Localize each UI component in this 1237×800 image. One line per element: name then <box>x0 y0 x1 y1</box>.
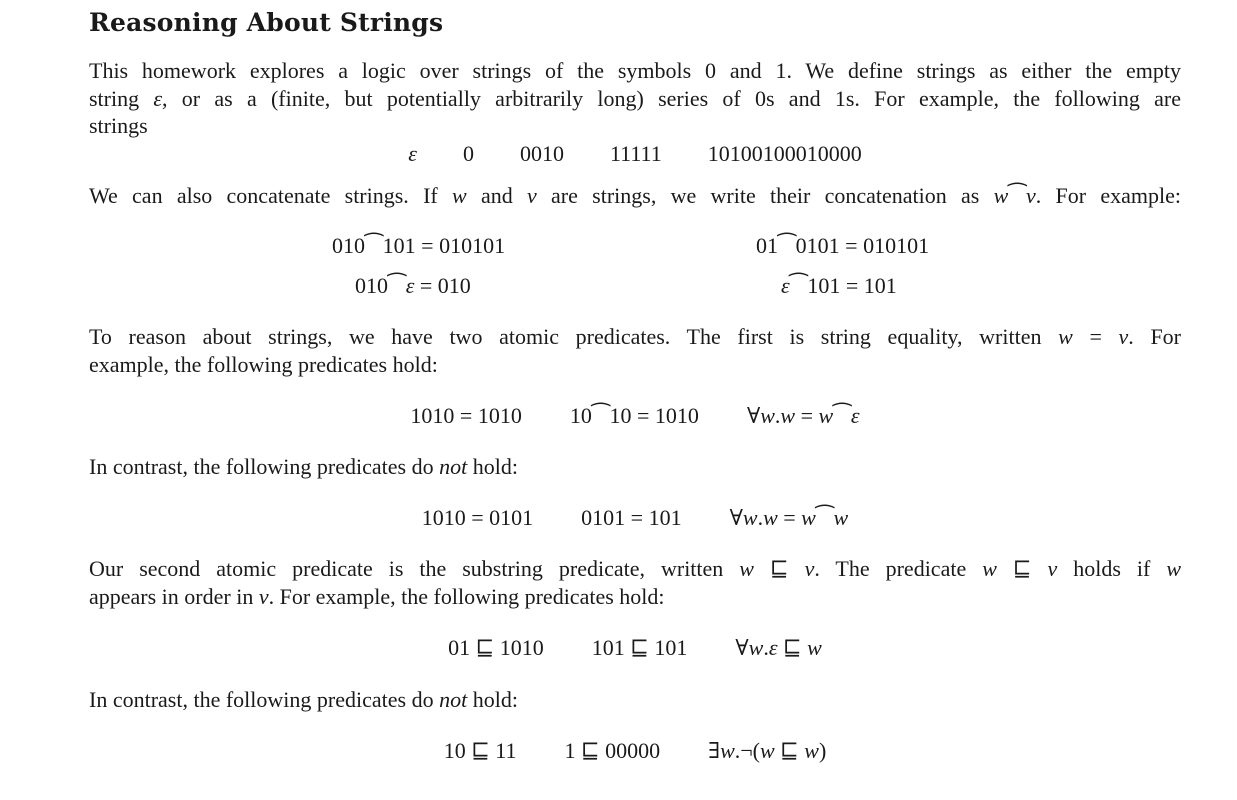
equality-contrast <box>89 454 1181 480</box>
example-string-long: 10100100010000 <box>707 141 862 166</box>
intro-text-2: string ε, or as a (finite, but potentially arbitrarily long) series of 0s and 1s. For example, the following are <box>89 86 1181 111</box>
concat-equation-3: 010⁀ε = 010 <box>355 273 471 298</box>
intro-text-3: strings <box>89 113 148 138</box>
equality-not-holds-2: 0101 = 101 <box>581 505 682 530</box>
equality-not-holds-1: 1010 = 0101 <box>421 505 534 530</box>
example-string-11111: 11111 <box>609 141 662 166</box>
equality-holds-3: ∀w.w = w⁀ε <box>746 403 860 428</box>
equality-holds-row <box>89 403 1181 429</box>
substring-holds-3: ∀w.ε ⊑ w <box>735 635 822 660</box>
example-string-0010: 0010 <box>519 141 564 166</box>
example-empty-string: ε <box>408 141 417 166</box>
equality-line-1 <box>89 324 1181 350</box>
substring-text-2: appears in order in v. For example, the following predicates hold: <box>89 584 665 609</box>
equality-line-2 <box>89 352 1181 378</box>
equality-text-2: example, the following predicates hold: <box>89 352 438 377</box>
equality-not-holds-3: ∀w.w = w⁀w <box>729 505 849 530</box>
substring-contrast <box>89 687 1181 713</box>
concat-equation-2: 01⁀0101 = 010101 <box>756 233 930 258</box>
substring-text-1: Our second atomic predicate is the substring predicate, written w ⊑ v. The predicate w ⊑ v holds if w <box>89 556 1181 581</box>
substring-not-holds-2: 1 ⊑ 00000 <box>564 738 661 763</box>
concat-text: We can also concatenate strings. If w and v are strings, we write their concatenation as w⁀v. For example: <box>89 183 1181 208</box>
intro-line-1 <box>89 58 1181 84</box>
section-title: Reasoning About Strings <box>89 8 444 37</box>
concat-paragraph <box>89 183 1181 209</box>
intro-text-1: This homework explores a logic over strings of the symbols 0 and 1. We define strings as either the empty <box>89 58 1181 83</box>
substring-contrast-text: In contrast, the following predicates do not hold: <box>89 687 518 712</box>
substring-holds-row <box>89 635 1181 661</box>
substring-line-2 <box>89 584 1181 610</box>
equality-text-1: To reason about strings, we have two atomic predicates. The first is string equality, written w = v. For <box>89 324 1182 349</box>
substring-not-holds-row <box>89 738 1181 764</box>
substring-holds-2: 101 ⊑ 101 <box>591 635 688 660</box>
equality-holds-1: 1010 = 1010 <box>410 403 522 428</box>
equality-not-holds-row <box>89 505 1181 531</box>
substring-not-holds-1: 10 ⊑ 11 <box>443 738 517 763</box>
example-string-0: 0 <box>462 141 474 166</box>
string-examples <box>89 141 1181 167</box>
intro-line-3 <box>89 113 1181 139</box>
concat-equation-1: 010⁀101 = 010101 <box>332 233 506 258</box>
substring-line-1 <box>89 556 1181 582</box>
equality-holds-2: 10⁀10 = 1010 <box>569 403 699 428</box>
concat-equation-4: ε⁀101 = 101 <box>781 273 897 298</box>
equality-contrast-text: In contrast, the following predicates do not hold: <box>89 454 518 479</box>
substring-holds-1: 01 ⊑ 1010 <box>448 635 544 660</box>
substring-not-holds-3: ∃w.¬(w ⊑ w) <box>708 738 827 763</box>
intro-line-2 <box>89 86 1181 112</box>
